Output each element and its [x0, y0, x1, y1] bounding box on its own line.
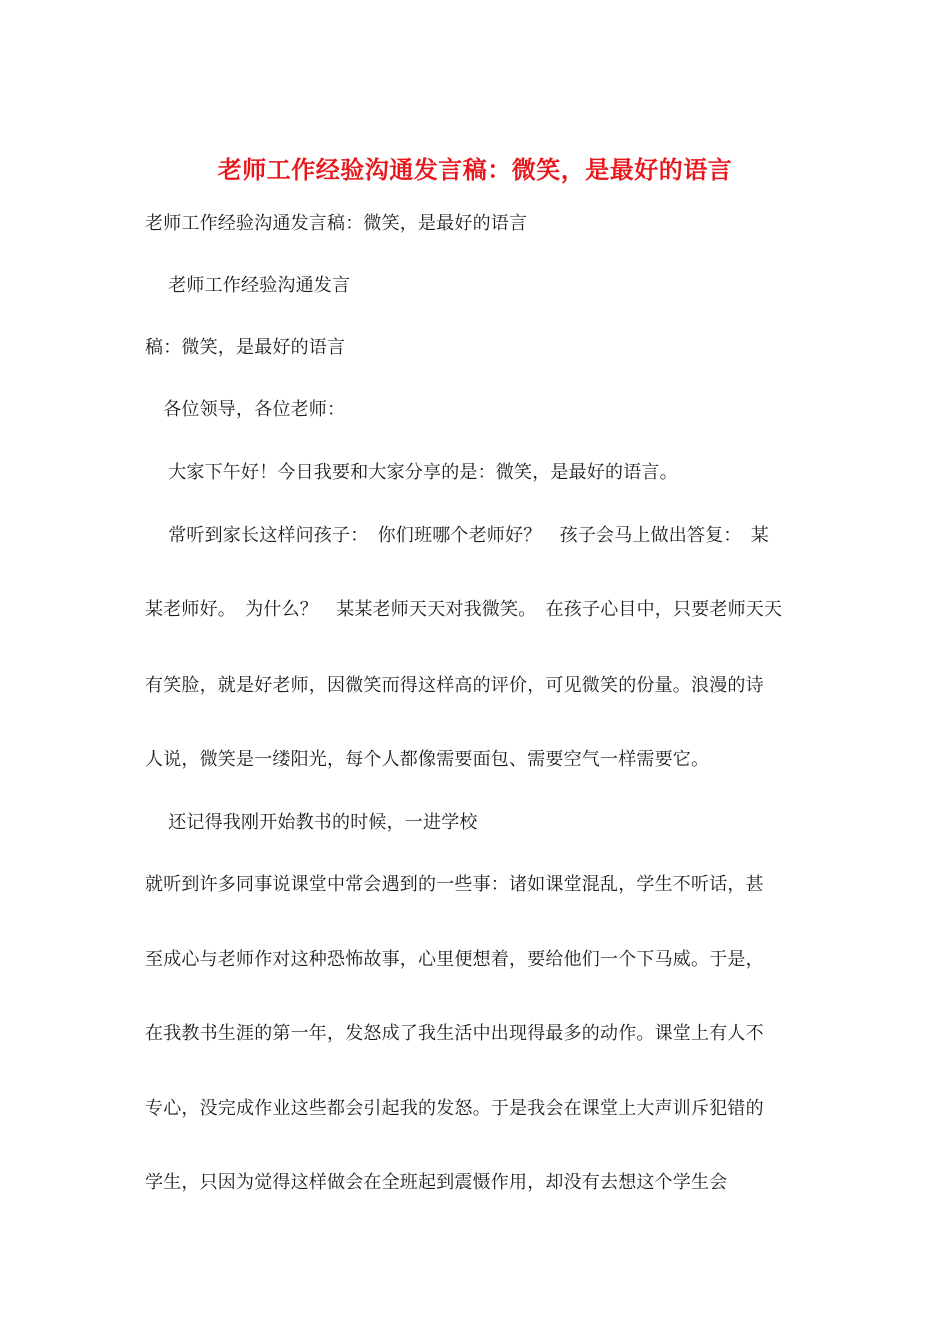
body-line-3: 稿：微笑，是最好的语言 [145, 337, 346, 358]
document-title: 老师工作经验沟通发言稿：微笑，是最好的语言 [217, 155, 733, 184]
body-line-5: 大家下午好！今日我要和大家分享的是：微笑，是最好的语言。 [150, 462, 678, 483]
body-line-9: 人说，微笑是一缕阳光，每个人都像需要面包、需要空气一样需要它。 [145, 749, 710, 770]
body-line-13: 在我教书生涯的第一年，发怒成了我生活中出现得最多的动作。课堂上有人不 [145, 1023, 764, 1044]
body-line-14: 专心，没完成作业这些都会引起我的发怒。于是我会在课堂上大声训斥犯错的 [145, 1098, 764, 1119]
body-line-6: 常听到家长这样问孩子： 你们班哪个老师好？ 孩子会马上做出答复： 某 [150, 525, 769, 546]
body-line-2: 老师工作经验沟通发言 [150, 275, 351, 296]
body-line-10: 还记得我刚开始教书的时候，一进学校 [150, 812, 478, 833]
body-line-11: 就听到许多同事说课堂中常会遇到的一些事：诸如课堂混乱，学生不听话，甚 [145, 874, 764, 895]
body-line-12: 至成心与老师作对这种恐怖故事，心里便想着，要给他们一个下马威。于是， [145, 949, 764, 970]
body-line-15: 学生，只因为觉得这样做会在全班起到震慑作用，却没有去想这个学生会 [145, 1172, 728, 1193]
body-line-7: 某老师好。 为什么？ 某某老师天天对我微笑。 在孩子心目中，只要老师天天 [145, 599, 783, 620]
body-line-4: 各位领导，各位老师： [145, 399, 346, 420]
body-line-1: 老师工作经验沟通发言稿：微笑，是最好的语言 [145, 213, 528, 234]
body-line-8: 有笑脸，就是好老师，因微笑而得这样高的评价，可见微笑的份量。浪漫的诗 [145, 675, 764, 696]
